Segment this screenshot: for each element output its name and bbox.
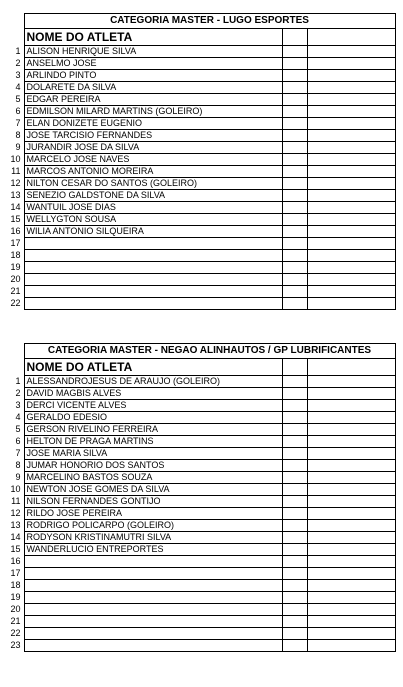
table-row	[8, 556, 395, 568]
blank-cell	[307, 106, 395, 118]
blank-cell	[307, 298, 395, 310]
table-row	[8, 496, 395, 508]
table-row	[8, 274, 395, 286]
blank-cell	[282, 556, 307, 568]
athlete-name: WANDERLUCIO ENTREPORTES	[24, 544, 282, 556]
row-number: 11	[11, 166, 21, 176]
title-row	[8, 14, 395, 29]
blank-cell	[282, 640, 307, 652]
blank-cell	[282, 532, 307, 544]
blank-cell	[282, 628, 307, 640]
blank-cell	[282, 178, 307, 190]
table-row	[8, 94, 395, 106]
athlete-name: EDMILSON MILARD MARTINS (GOLEIRO)	[24, 106, 282, 118]
athlete-name	[24, 250, 282, 262]
blank-cell	[307, 226, 395, 238]
row-number: 21	[10, 286, 21, 296]
table-row	[8, 472, 395, 484]
blank-cell	[307, 472, 395, 484]
blank-cell	[282, 166, 307, 178]
blank-cell	[307, 250, 395, 262]
athlete-name: MARCOS ANTONIO MOREIRA	[24, 166, 282, 178]
blank-cell	[307, 262, 395, 274]
blank-cell	[282, 568, 307, 580]
blank-cell	[307, 544, 395, 556]
row-number: 18	[10, 580, 21, 590]
row-number: 14	[10, 532, 21, 542]
table-row	[8, 424, 395, 436]
athlete-name: ALISON HENRIQUE SILVA	[24, 46, 282, 58]
athlete-name	[24, 286, 282, 298]
row-number: 4	[15, 412, 21, 422]
athlete-name: NILSON FERNANDES GONTIJO	[24, 496, 282, 508]
row-number: 10	[10, 154, 21, 164]
table-row	[8, 508, 395, 520]
athlete-name: ANSELMO JOSE	[24, 58, 282, 70]
athlete-name: RILDO JOSE PEREIRA	[24, 508, 282, 520]
blank-cell	[307, 94, 395, 106]
athlete-name	[24, 568, 282, 580]
blank-cell	[282, 376, 307, 388]
athlete-name: DERCI VICENTE ALVES	[24, 400, 282, 412]
blank-cell	[282, 58, 307, 70]
blank-cell	[307, 460, 395, 472]
blank-cell	[282, 580, 307, 592]
blank-cell	[282, 424, 307, 436]
athlete-name	[24, 640, 282, 652]
column-header-name: NOME DO ATLETA	[24, 359, 282, 376]
table-row	[8, 190, 395, 202]
table-row	[8, 484, 395, 496]
athlete-name: JURANDIR JOSE DA SILVA	[24, 142, 282, 154]
blank-cell	[307, 592, 395, 604]
row-number: 8	[15, 130, 21, 140]
blank-cell	[307, 70, 395, 82]
blank-cell	[282, 436, 307, 448]
blank-cell	[282, 106, 307, 118]
row-number: 23	[10, 640, 21, 650]
blank-cell	[282, 472, 307, 484]
title-row	[8, 344, 395, 359]
row-number: 16	[10, 556, 21, 566]
athlete-name: NEWTON JOSE GOMES DA SILVA	[24, 484, 282, 496]
table-row	[8, 130, 395, 142]
athlete-name: ELAN DONIZETE EUGENIO	[24, 118, 282, 130]
table-row	[8, 604, 395, 616]
row-number: 20	[10, 604, 21, 614]
blank-cell	[307, 58, 395, 70]
row-number: 5	[15, 424, 21, 434]
row-number: 15	[10, 544, 21, 554]
blank-cell	[282, 298, 307, 310]
blank-cell	[282, 70, 307, 82]
athlete-name	[24, 616, 282, 628]
blank-cell	[307, 118, 395, 130]
athlete-name: EDGAR PEREIRA	[24, 94, 282, 106]
table-row	[8, 412, 395, 424]
blank-cell	[282, 616, 307, 628]
row-number: 10	[10, 484, 21, 494]
table-row	[8, 628, 395, 640]
table-row	[8, 118, 395, 130]
row-number: 16	[10, 226, 21, 236]
blank-cell	[282, 82, 307, 94]
blank-cell	[282, 94, 307, 106]
athlete-name: RODYSON KRISTINAMUTRI SILVA	[24, 532, 282, 544]
row-number: 12	[10, 508, 21, 518]
table-row	[8, 154, 395, 166]
blank-cell	[307, 424, 395, 436]
blank-cell	[282, 46, 307, 58]
athlete-name	[24, 238, 282, 250]
table-row	[8, 226, 395, 238]
blank-cell	[282, 604, 307, 616]
row-number: 11	[11, 496, 21, 506]
athlete-name	[24, 262, 282, 274]
row-number: 2	[15, 388, 21, 398]
roster-sheet-lugo	[8, 13, 395, 310]
table-row	[8, 298, 395, 310]
row-number: 1	[15, 46, 21, 56]
roster-sheet-negao	[8, 343, 395, 652]
row-number: 18	[10, 250, 21, 260]
blank-cell	[282, 262, 307, 274]
table-row	[8, 448, 395, 460]
blank-cell	[282, 544, 307, 556]
athlete-name	[24, 556, 282, 568]
blank-cell	[282, 238, 307, 250]
blank-cell	[282, 190, 307, 202]
header-row	[8, 29, 395, 46]
table-row	[8, 286, 395, 298]
table-row	[8, 592, 395, 604]
table-row	[8, 460, 395, 472]
blank-cell	[307, 388, 395, 400]
table-row	[8, 238, 395, 250]
blank-cell	[307, 628, 395, 640]
athlete-name: ALESSANDROJESUS DE ARAUJO (GOLEIRO)	[24, 376, 282, 388]
row-number: 7	[15, 448, 21, 458]
blank-cell	[307, 166, 395, 178]
athlete-name: DAVID MAGBIS ALVES	[24, 388, 282, 400]
table-row	[8, 436, 395, 448]
blank-cell	[282, 286, 307, 298]
row-number: 7	[15, 118, 21, 128]
athlete-name: MARCELINO BASTOS SOUZA	[24, 472, 282, 484]
blank-cell	[307, 154, 395, 166]
athlete-name: GERSON RIVELINO FERREIRA	[24, 424, 282, 436]
row-number: 4	[15, 82, 21, 92]
blank-cell	[282, 412, 307, 424]
row-number: 12	[10, 178, 21, 188]
blank-cell	[307, 202, 395, 214]
column-header-blank	[307, 359, 395, 376]
athlete-name	[24, 298, 282, 310]
table-row	[8, 640, 395, 652]
blank-cell	[282, 460, 307, 472]
blank-cell	[282, 496, 307, 508]
row-number: 21	[10, 616, 21, 626]
row-number: 6	[15, 106, 21, 116]
blank-cell	[282, 154, 307, 166]
blank-cell	[282, 130, 307, 142]
blank-cell	[307, 556, 395, 568]
blank-cell	[307, 82, 395, 94]
table-row	[8, 262, 395, 274]
row-number: 17	[10, 238, 21, 248]
table-row	[8, 46, 395, 58]
blank-cell	[282, 214, 307, 226]
table-title: CATEGORIA MASTER - NEGAO ALINHAUTOS / GP LUBRIFICANTES	[24, 344, 395, 359]
table-row	[8, 250, 395, 262]
blank-cell	[307, 376, 395, 388]
blank-cell	[307, 484, 395, 496]
column-header-blank	[307, 29, 395, 46]
blank-cell	[282, 484, 307, 496]
table-row	[8, 400, 395, 412]
athlete-name: RODRIGO POLICARPO (GOLEIRO)	[24, 520, 282, 532]
blank-cell	[307, 508, 395, 520]
blank-cell	[307, 448, 395, 460]
blank-cell	[282, 202, 307, 214]
table-row	[8, 580, 395, 592]
blank-cell	[307, 436, 395, 448]
blank-cell	[307, 520, 395, 532]
row-number: 9	[15, 472, 21, 482]
row-number: 5	[15, 94, 21, 104]
table-row	[8, 142, 395, 154]
blank-cell	[307, 46, 395, 58]
roster-table	[8, 343, 396, 652]
table-row	[8, 376, 395, 388]
row-number: 19	[10, 262, 21, 272]
blank-cell	[282, 226, 307, 238]
header-row	[8, 359, 395, 376]
blank-cell	[282, 142, 307, 154]
table-row	[8, 568, 395, 580]
row-number: 9	[15, 142, 21, 152]
blank-cell	[307, 616, 395, 628]
row-number: 22	[10, 628, 21, 638]
table-row	[8, 532, 395, 544]
row-number: 20	[10, 274, 21, 284]
row-number: 14	[10, 202, 21, 212]
blank-cell	[307, 400, 395, 412]
athlete-name: WANTUIL JOSE DIAS	[24, 202, 282, 214]
athlete-name	[24, 628, 282, 640]
table-row	[8, 70, 395, 82]
blank-cell	[307, 238, 395, 250]
athlete-name: WILIA ANTONIO SILQUEIRA	[24, 226, 282, 238]
athlete-name: NILTON CESAR DO SANTOS (GOLEIRO)	[24, 178, 282, 190]
table-row	[8, 544, 395, 556]
athlete-name: HELTON DE PRAGA MARTINS	[24, 436, 282, 448]
column-header-blank	[282, 29, 307, 46]
table-row	[8, 616, 395, 628]
row-number: 1	[15, 376, 21, 386]
athlete-name	[24, 604, 282, 616]
blank-cell	[307, 286, 395, 298]
blank-cell	[282, 388, 307, 400]
row-number: 17	[10, 568, 21, 578]
table-row	[8, 106, 395, 118]
athlete-name: GERALDO EDESIO	[24, 412, 282, 424]
blank-cell	[282, 448, 307, 460]
blank-cell	[307, 496, 395, 508]
table-title: CATEGORIA MASTER - LUGO ESPORTES	[24, 14, 395, 29]
row-number: 2	[15, 58, 21, 68]
row-number: 13	[10, 520, 21, 530]
athlete-name: SENEZIO GALDSTONE DA SILVA	[24, 190, 282, 202]
table-row	[8, 388, 395, 400]
athlete-name: JOSE MARIA SILVA	[24, 448, 282, 460]
blank-cell	[282, 400, 307, 412]
table-row	[8, 520, 395, 532]
athlete-name: JUMAR HONORIO DOS SANTOS	[24, 460, 282, 472]
athlete-name	[24, 274, 282, 286]
athlete-name: MARCELO JOSE NAVES	[24, 154, 282, 166]
table-row	[8, 58, 395, 70]
athlete-name: ARLINDO PINTO	[24, 70, 282, 82]
row-number: 8	[15, 460, 21, 470]
row-number: 3	[15, 70, 21, 80]
blank-cell	[282, 274, 307, 286]
athlete-name	[24, 580, 282, 592]
blank-cell	[282, 250, 307, 262]
row-number: 6	[15, 436, 21, 446]
blank-cell	[307, 412, 395, 424]
table-row	[8, 214, 395, 226]
blank-cell	[307, 532, 395, 544]
blank-cell	[307, 568, 395, 580]
athlete-name: DOLARETE DA SILVA	[24, 82, 282, 94]
row-number: 15	[10, 214, 21, 224]
row-number: 19	[10, 592, 21, 602]
row-number: 22	[10, 298, 21, 308]
row-number: 13	[10, 190, 21, 200]
blank-cell	[307, 274, 395, 286]
column-header-blank	[282, 359, 307, 376]
table-row	[8, 166, 395, 178]
row-number: 3	[15, 400, 21, 410]
blank-cell	[307, 142, 395, 154]
table-row	[8, 178, 395, 190]
athlete-name: JOSE TARCISIO FERNANDES	[24, 130, 282, 142]
blank-cell	[307, 190, 395, 202]
blank-cell	[307, 178, 395, 190]
blank-cell	[282, 508, 307, 520]
table-row	[8, 82, 395, 94]
athlete-name	[24, 592, 282, 604]
blank-cell	[307, 214, 395, 226]
column-header-name: NOME DO ATLETA	[24, 29, 282, 46]
blank-cell	[282, 520, 307, 532]
athlete-name: WELLYGTON SOUSA	[24, 214, 282, 226]
blank-cell	[307, 604, 395, 616]
blank-cell	[282, 118, 307, 130]
blank-cell	[307, 580, 395, 592]
blank-cell	[307, 640, 395, 652]
roster-table	[8, 13, 396, 310]
blank-cell	[307, 130, 395, 142]
blank-cell	[282, 592, 307, 604]
table-row	[8, 202, 395, 214]
